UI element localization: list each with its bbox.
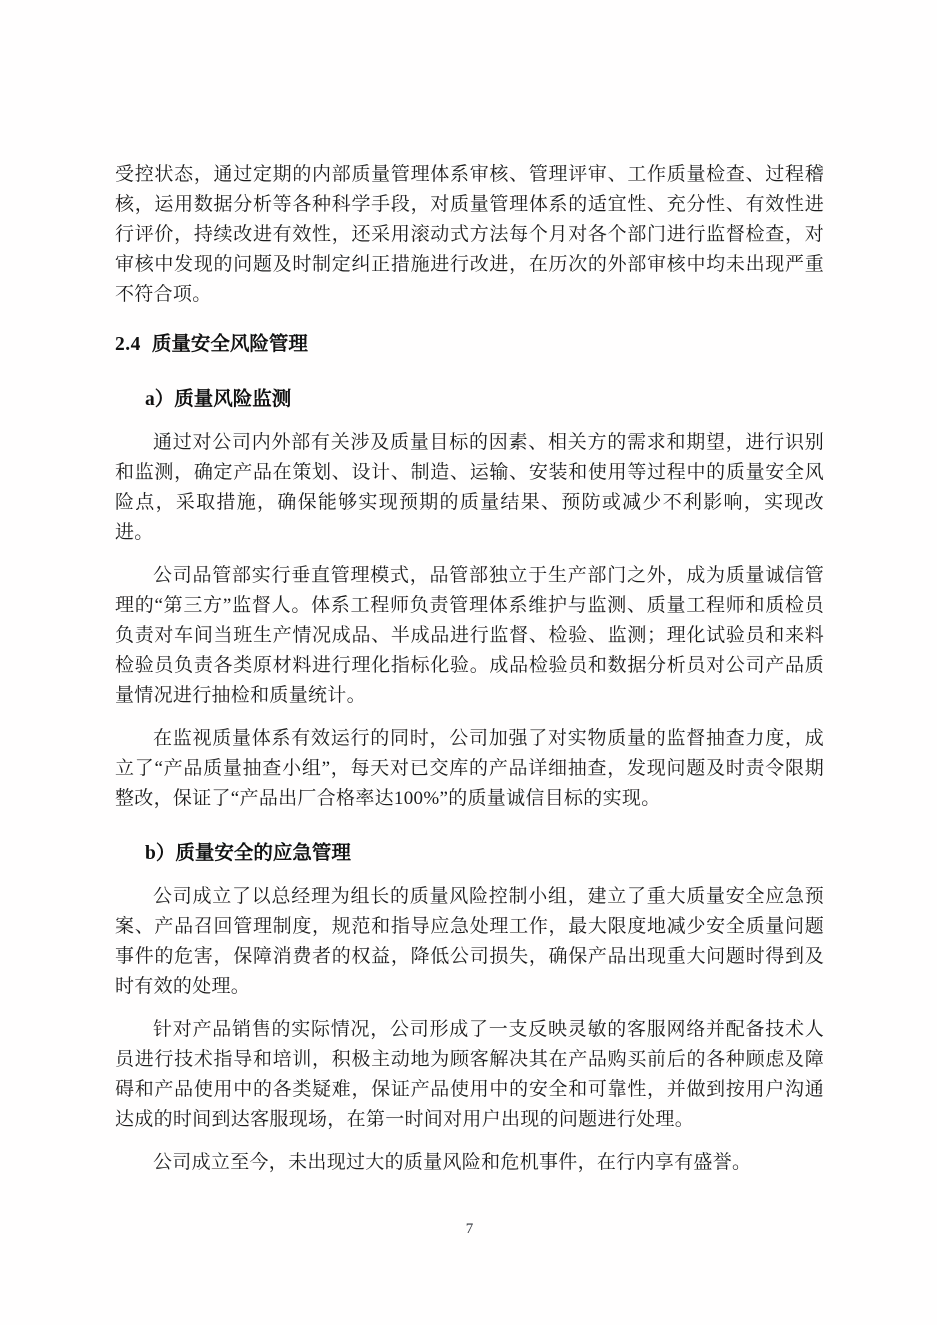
paragraph-quality-system-audit: 受控状态，通过定期的内部质量管理体系审核、管理评审、工作质量检查、过程稽核，运用数据分析等各种科学手段，对质量管理体系的适宜性、充分性、有效性进行评价，持续改进有效性，还采用滚动式方法每个月对各个部门进行监督检查，对审核中发现的问题及时制定纠正措施进行改进，在历次的外部审核中均未出现严重不符合项。 (115, 164, 824, 305)
subsection-heading-b-emergency-management: b）质量安全的应急管理 (145, 843, 351, 864)
page-number: 7 (465, 1221, 474, 1237)
paragraph-customer-service-network: 针对产品销售的实际情况，公司形成了一支反映灵敏的客服网络并配备技术人员进行技术指导和培训，积极主动地为顾客解决其在产品购买前后的各种顾虑及障碍和产品使用中的各类疑难，保证产品使用中的安全和可靠性，并做到按用户沟通达成的时间到达客服现场，在第一时间对用户出现的问题进行处理。 (115, 1019, 824, 1130)
paragraph-quality-dept-structure: 公司品管部实行垂直管理模式，品管部独立于生产部门之外，成为质量诚信管理的“第三方”监督人。体系工程师负责管理体系维护与监测、质量工程师和质检员负责对车间当班生产情况成品、半成品进行监督、检验、监测；理化试验员和来料检验员负责各类原材料进行理化指标化验。成品检验员和数据分析员对公司产品质量情况进行抽检和质量统计。 (115, 565, 824, 706)
paragraph-risk-control-group: 公司成立了以总经理为组长的质量风险控制小组，建立了重大质量安全应急预案、产品召回管理制度，规范和指导应急处理工作，最大限度地减少安全质量问题事件的危害，保障消费者的权益，降低公司损失，确保产品出现重大问题时得到及时有效的处理。 (115, 886, 824, 997)
section-number: 2.4 (115, 334, 141, 355)
section-heading-2-4 (115, 330, 824, 360)
section-title: 质量安全风险管理 (151, 334, 308, 355)
subsection-heading-a-risk-monitoring: a）质量风险监测 (145, 389, 292, 410)
paragraph-spot-check-team: 在监视质量体系有效运行的同时，公司加强了对实物质量的监督抽查力度，成立了“产品质量抽查小组”，每天对已交库的产品详细抽查，发现问题及时责令限期整改，保证了“产品出厂合格率达100%”的质量诚信目标的实现。 (115, 728, 824, 809)
page-content (115, 0, 824, 1178)
page-footer (115, 1220, 824, 1238)
paragraph-risk-identification: 通过对公司内外部有关涉及质量目标的因素、相关方的需求和期望，进行识别和监测，确定产品在策划、设计、制造、运输、安装和使用等过程中的质量安全风险点，采取措施，确保能够实现预期的质量结果、预防或减少不利影响，实现改进。 (115, 432, 824, 543)
paragraph-company-reputation: 公司成立至今，未出现过大的质量风险和危机事件，在行内享有盛誉。 (153, 1152, 752, 1173)
